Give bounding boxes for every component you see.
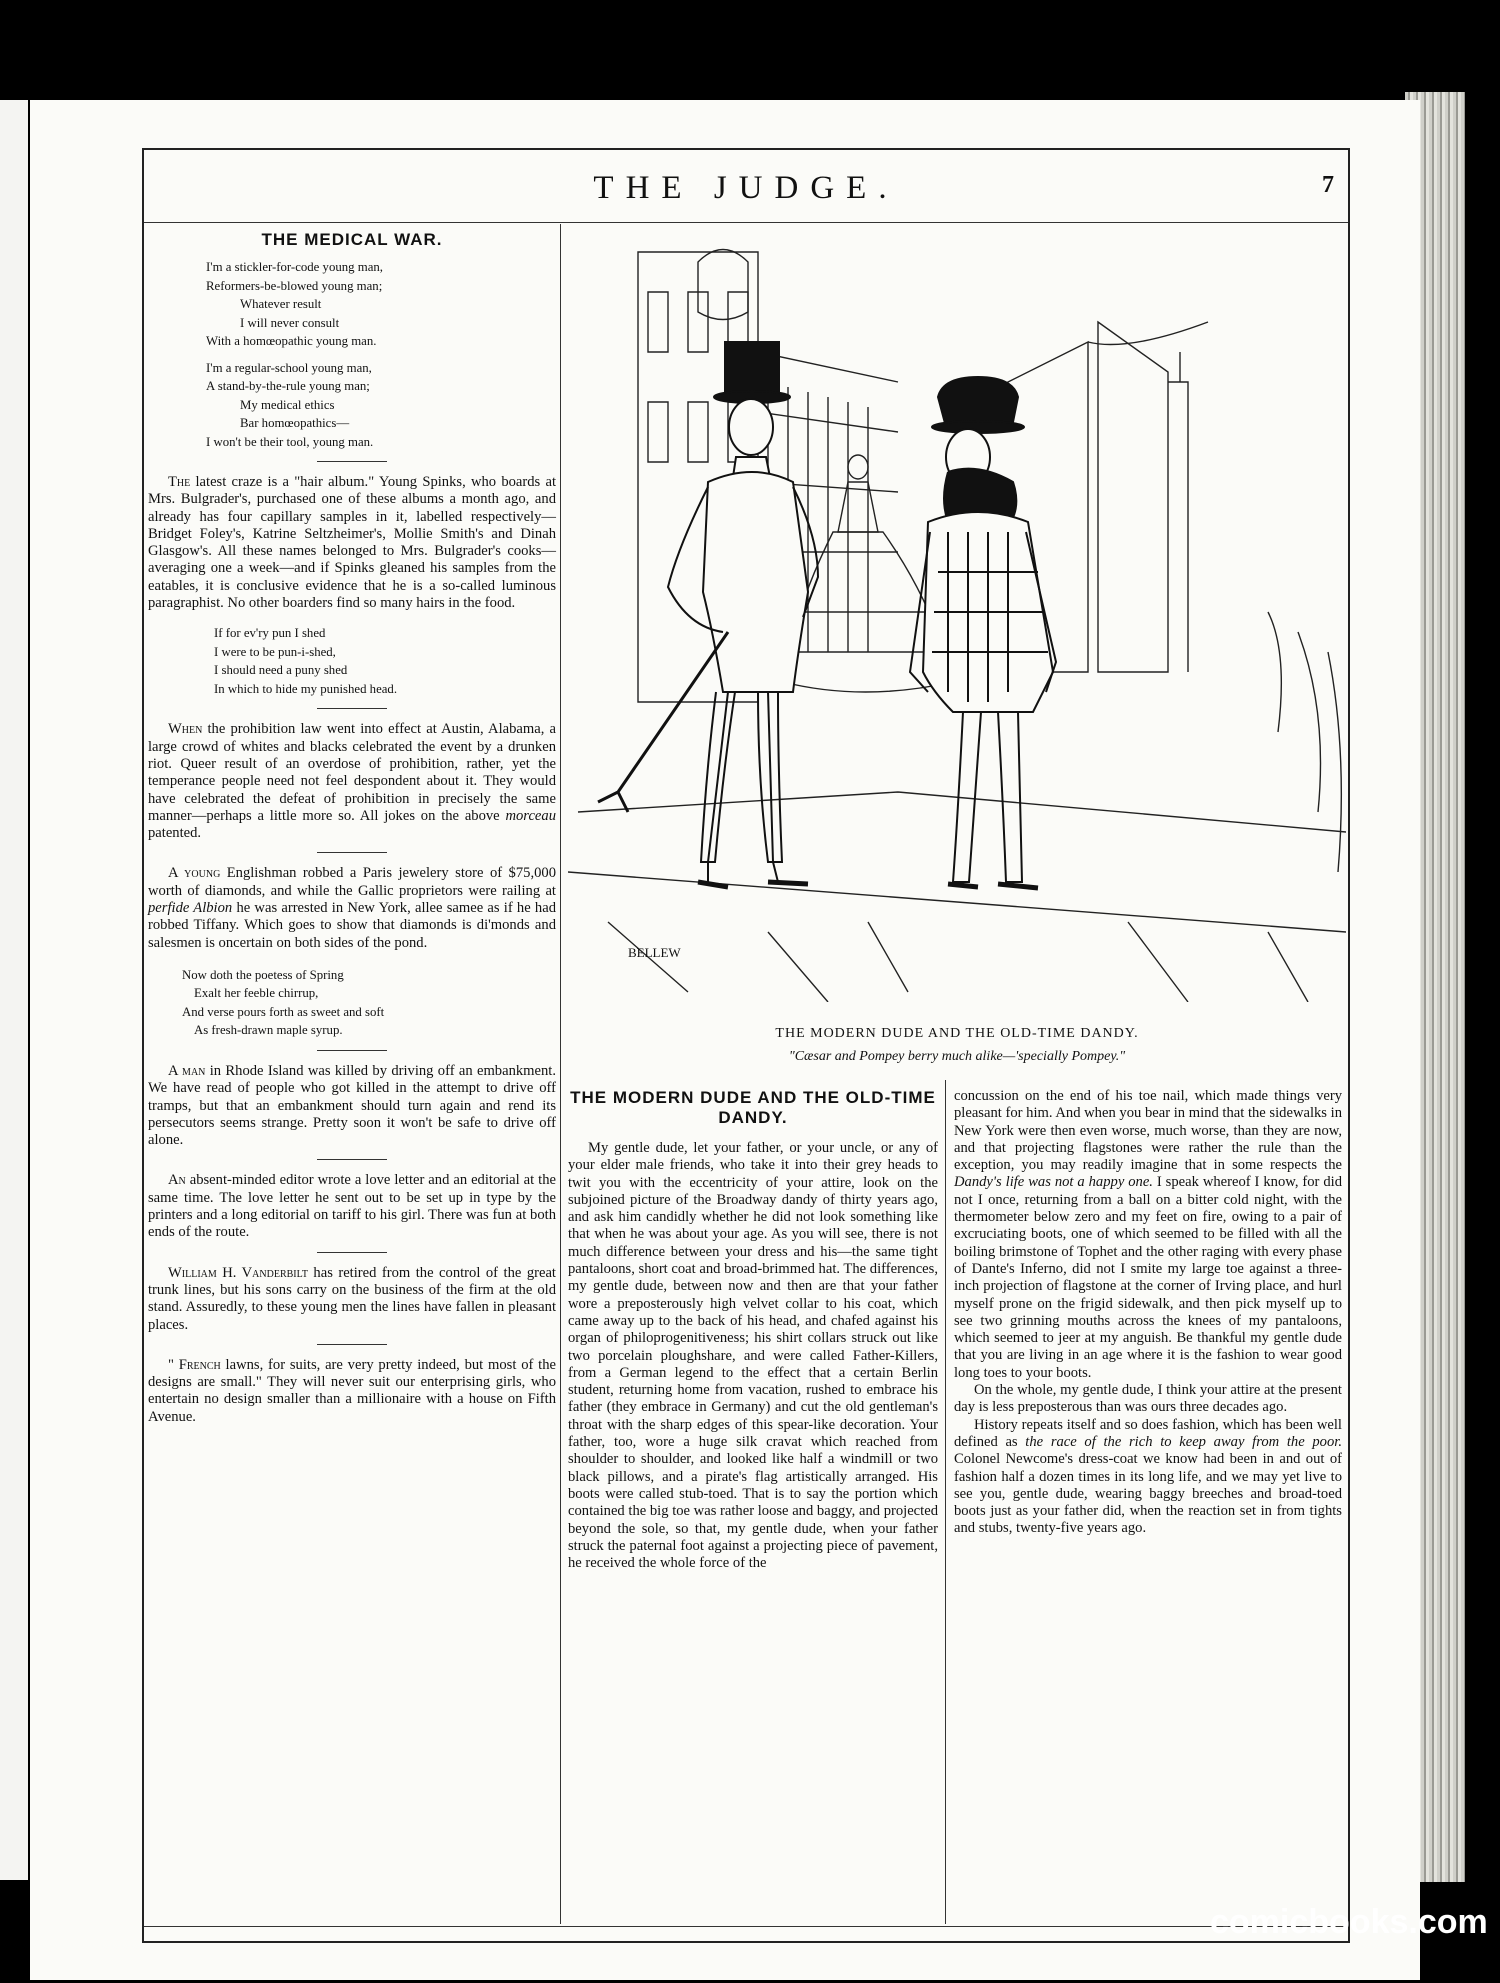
poem-line: In which to hide my punished head. [214, 681, 398, 696]
poem-line: If for ev'ry pun I shed [214, 626, 326, 641]
poem-stanza-2 [160, 359, 556, 452]
poem-title: THE MEDICAL WAR. [261, 230, 443, 249]
poem-line: Exalt her feeble chirrup, [194, 986, 319, 1001]
article-text [954, 1417, 1342, 1538]
separator-rule [317, 708, 387, 709]
article-text-span: History repeats itself and so does fashion, which has been well defined as [954, 1416, 1342, 1450]
paragraph-prohibition [148, 721, 556, 842]
poem-pun [214, 624, 556, 698]
article-column-1 [568, 1088, 938, 1572]
page-frame [142, 148, 1350, 1943]
article-text: My gentle dude, let your father, or your uncle, or any of your elder male friends, who take it into their grey heads to twit you with the eccentricity of your attire, look on the subjoined picture of the Broadway dandy of thirty years ago, and ask him candidly whether he did not look something like that when he was about your age. As you will see, there is not much difference between your dress and his—the same tight pantaloons, short coat and broad-brimmed hat. The differences, my gentle dude, between now and then are that your father wore a preposterously high velvet collar to his coat, which came away up to the back of his head, and chafed against his organ of philoprogenitiveness; his shirt collars struck out like two porcelain ploughshare, and were called Father-Killers, from a German legend to the effect that a certain Berlin student, returning home from vacation, rushed to embrace his father (they embrace in Germany) and cut the old gentleman's throat with the sharp edges of this spear-like decoration. Your father, too, wore a huge silk cravat which reached from shoulder to shoulder, and looked like half a windmill or two black pillows, and a pirate's flag artistically arranged. His boots were called stub-toed. That is to say the portion which contained the big toe was rather loose and baggy, and projected beyond the sole, so that, my gentle dude, when your father struck the paternal foot against a projecting piece of pavement, he received the whole force of the [568, 1140, 938, 1572]
article-italic: Dandy's life was not a happy one. [954, 1174, 1153, 1191]
paragraph-lead: An [168, 1172, 186, 1189]
paragraph-text: the prohibition law went into effect at Austin, Alabama, a large crowd of whites and blacks celebrated the event by a drunken riot. Queer result of an overdose of prohibition, rather, yet the temperance people need not feel despondent about it. They would have celebrated the defeat of prohibition in precisely the same manner—perhaps a little more so. All jokes on the above [148, 721, 556, 824]
column-rule [560, 224, 561, 1924]
illustration-caption: THE MODERN DUDE AND THE OLD-TIME DANDY. [775, 1026, 1139, 1041]
paragraph-lead: The [168, 474, 191, 490]
paragraph-lead: " French [168, 1356, 221, 1373]
paragraph-italic: morceau [505, 807, 556, 824]
poem-line: I'm a stickler-for-code young man, [206, 260, 383, 274]
paragraph-text: lawns, for suits, are very pretty indeed, but most of the designs are small." They will never suit our enterprising girls, who entertain no design smaller than a millionaire with a house on Fifth Avenue. [148, 1356, 556, 1425]
article-column-2 [954, 1088, 1342, 1538]
header-rule [144, 222, 1348, 223]
separator-rule [317, 852, 387, 853]
separator-rule [317, 1344, 387, 1345]
site-watermark: comicbooks.com [1210, 1903, 1488, 1941]
paragraph-editor [148, 1172, 556, 1241]
left-column [148, 224, 556, 1924]
paragraph-text: has retired from the control of the great trunk lines, but his sons carry on the business of the firm at the old stand. Assuredly, to these young men the lines have fallen in pleasant places. [148, 1264, 556, 1333]
poem-line: Reformers-be-blowed young man; [206, 278, 383, 293]
paragraph-diamonds [148, 865, 556, 951]
paragraph-text: absent-minded editor wrote a love letter and an editorial at the same time. The love letter he sent out to be set up in type by the printers and a long editorial on tariff to his girl. There was fun at both ends of the route. [148, 1172, 556, 1241]
poem-line: And verse pours forth as sweet and soft [182, 1004, 385, 1019]
paragraph-text: latest craze is a "hair album." Young Spinks, who boards at Mrs. Bulgrader's, purchased one of these albums a month ago, and already has four capillary samples in it, labelled respectively—Bridget Foley's, Katrine Seltzheimer's, Mollie Smith's and Dinah Glasgow's. All these names belonged to Mrs. Bulgrader's cooks—averaging one a week—and if Spinks gleaned his samples from the eatables, it is conclusive evidence that he is a so-called luminous paragraphist. No other boarders find so many hairs in the food. [148, 474, 556, 612]
poem-line: A stand-by-the-rule young man; [206, 379, 370, 393]
article-text-span: concussion on the end of his toe nail, which made things very pleasant for him. And when you bear in mind that the sidewalks in New York were then even worse, much worse, than they are now, and that projecting flagstones were rather the rule than the exception, you may readily imagine that in some respects the [954, 1088, 1342, 1174]
paragraph-rhode-island [148, 1063, 556, 1149]
poem-line: I should need a puny shed [214, 663, 348, 678]
paragraph-lead: A young [168, 865, 221, 882]
poem-line: I were to be pun-i-shed, [214, 644, 336, 659]
paragraph-lead: A man [168, 1062, 206, 1079]
separator-rule [317, 1050, 387, 1051]
separator-rule [317, 1159, 387, 1160]
paragraph-text: Englishman robbed a Paris jewelery store of $75,000 worth of diamonds, and while the Gallic proprietors were railing at [148, 865, 556, 899]
left-page-edge [0, 100, 28, 1880]
masthead: THE JUDGE. [593, 170, 899, 206]
cartoon-illustration [568, 232, 1346, 1002]
poem-line: My medical ethics [240, 397, 335, 412]
poem-line: I will never consult [240, 315, 340, 330]
separator-rule [317, 461, 387, 462]
article-text-span: Colonel Newcome's dress-coat we know had been in and out of fashion half a dozen times in its long life, and we may yet live to see you, gentle dude, wearing baggy breeches and broad-toed boots just as your father did, when the reaction set in from tights and stubs, twenty-five years ago. [954, 1451, 1342, 1537]
paragraph-italic: perfide Albion [148, 900, 233, 917]
paragraph-lead: William H. Vanderbilt [168, 1264, 308, 1281]
paragraph-lead: When [168, 721, 203, 738]
footer-rule [144, 1926, 1348, 1927]
article-text: On the whole, my gentle dude, I think your attire at the present day is less preposterous than was ours three decades ago. [954, 1382, 1342, 1416]
paragraph-lawns [148, 1357, 556, 1426]
article-italic: the race of the rich to keep away from the poor. [1025, 1433, 1342, 1450]
poem-line: Now doth the poetess of Spring [182, 967, 344, 982]
separator-rule [317, 1252, 387, 1253]
poem-line: With a homœopathic young man. [206, 334, 377, 348]
column-rule [945, 1080, 946, 1924]
paragraph-text: in Rhode Island was killed by driving off an embankment. We have read of people who got killed in the attempt to drive off tramps, but that an embankment should turn again and rend its persecutors seems strange. Pretty soon it won't be safe to drive off alone. [148, 1062, 557, 1149]
poem-stanza-1 [160, 258, 556, 351]
poem-line: Whatever result [240, 297, 322, 311]
paragraph-hair-album [148, 474, 556, 612]
poem-line: Bar homœopathics— [240, 416, 350, 430]
poem-line: As fresh-drawn maple syrup. [194, 1023, 343, 1038]
paragraph-vanderbilt [148, 1265, 556, 1334]
page-number: 7 [1322, 172, 1334, 198]
artist-signature: BELLEW [628, 945, 681, 960]
illustration-subcaption: "Cæsar and Pompey berry much alike—'specially Pompey." [788, 1049, 1126, 1064]
poem-spring [182, 966, 556, 1040]
paragraph-text: he was arrested in New York, allee samee as if he had robbed Tiffany. Which goes to show that diamonds is di'monds and salesmen is oncertain on both sides of the pond. [148, 900, 556, 951]
poem-line: I'm a regular-school young man, [206, 360, 372, 375]
poem-line: I won't be their tool, young man. [206, 434, 374, 449]
paragraph-text: patented. [148, 825, 202, 842]
article-text-span: I speak whereof I know, for did not I once, returning from a ball on a bitter cold night, with the thermometer below zero and my feet on fire, owing to a pair of excruciating boots, one of which seemed to be filled with all the boiling brimstone of Tophet and the other raging with every phase of Dante's Inferno, did not I smite my large toe against a three-inch projection of flagstone at the corner of Irving place, and hurl myself prone on the frigid sidewalk, and then pick myself up to see two grinning mouths across the knees of my pantaloons, which seemed to jeer at my anguish. Be thankful my gentle dude that you are living in an age where it is the fashion to wear good long toes to your boots. [954, 1174, 1342, 1381]
article-text [954, 1088, 1342, 1382]
article-title: THE MODERN DUDE AND THE OLD-TIME DANDY. [570, 1088, 936, 1127]
